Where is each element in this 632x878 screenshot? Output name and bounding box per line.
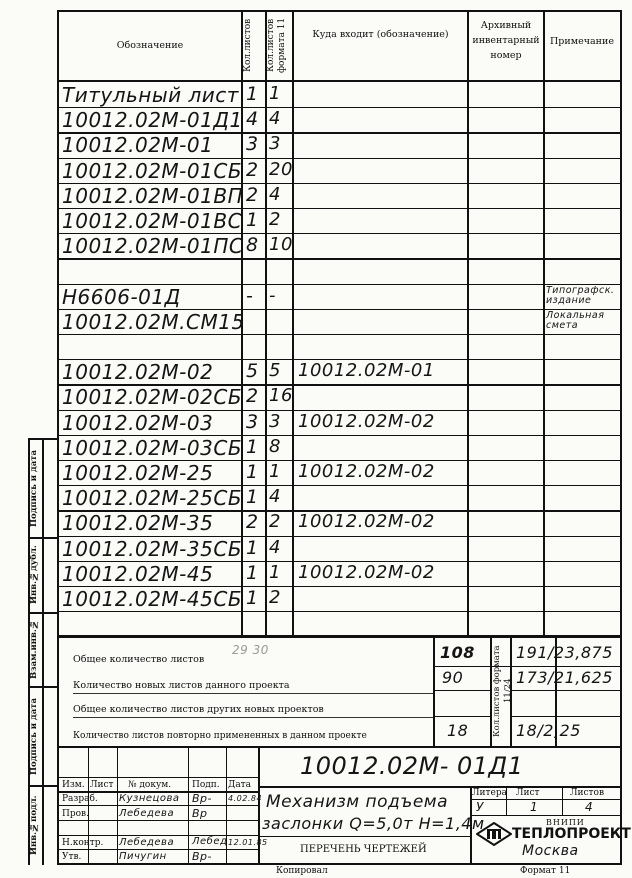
reused-label: Количество листов повторно примененных в данном проекте — [73, 731, 367, 741]
header-divider — [57, 80, 622, 82]
copied-label: Копировал — [276, 866, 328, 876]
row-designation: 10012.02М-03 — [62, 410, 214, 435]
listov-value: 4 — [585, 800, 594, 814]
row-designation: 10012.02М-25СБ — [62, 486, 243, 511]
row-format-count: 4 — [269, 486, 281, 508]
row-format-count: 1 — [269, 83, 281, 104]
row-designation: 10012.02М-35 — [62, 511, 214, 536]
litera-label: Литера — [472, 788, 507, 798]
col-line-4 — [467, 10, 469, 635]
row-sheet-count: 3 — [246, 410, 259, 433]
row-format-count: 4 — [269, 536, 281, 558]
stamp-row-blank — [57, 835, 258, 836]
row-designation: 10012.02М.СМ15 — [62, 309, 245, 334]
col-line-3 — [292, 10, 294, 635]
row-sheet-count: 1 — [246, 209, 259, 231]
totals-row-3 — [433, 716, 490, 717]
nkontr-sign: Лебед — [192, 836, 228, 847]
razrab-label: Разраб. — [62, 794, 98, 804]
row-designation: 10012.02М-01ПС — [62, 234, 244, 259]
row-designation: 10012.02М-35СБ — [62, 536, 243, 561]
header-sheets-format: Кол.листов формата 11 — [266, 17, 287, 73]
row-designation: 10012.02М-03СБ — [62, 435, 243, 460]
row-where-used: 10012.02М-02 — [298, 410, 435, 432]
total-label: Общее количество листов — [73, 654, 205, 665]
row-format-count: 16 — [269, 385, 293, 407]
row-designation: 10012.02М-02СБ — [62, 385, 243, 410]
format-label: Формат 11 — [520, 866, 571, 876]
row-format-count: 1 — [269, 561, 281, 583]
table-row-line — [57, 258, 622, 259]
total-value: 108 — [440, 643, 475, 662]
row-designation: Титульный лист — [62, 83, 239, 107]
row-designation: 10012.02М-01ВП — [62, 183, 244, 208]
header-sheets-count: Кол.листов — [243, 18, 253, 72]
totals-row-3b — [510, 716, 620, 717]
utv-label: Утв. — [62, 852, 82, 862]
total-faint: 29 30 — [232, 643, 269, 657]
row-format-count: 2 — [269, 209, 281, 230]
stamp-row-nk — [57, 849, 258, 850]
row-where-used: 10012.02М-01 — [298, 360, 435, 382]
nkontr-name: Лебедева — [119, 837, 175, 848]
table-row-line — [57, 611, 622, 612]
stamp-litera-col2 — [562, 786, 563, 815]
row-designation: Н6606-01Д — [62, 284, 181, 309]
other-label: Общее количество листов других новых проектов — [73, 704, 324, 715]
row-format-count: 3 — [269, 133, 281, 155]
prov-label: Пров. — [62, 809, 89, 819]
header-where-used-text: Куда входит (обозначение) — [312, 29, 449, 40]
header-archive-text: Архивный инвентарный номер — [472, 20, 540, 61]
stamp-col-list: Лист — [90, 780, 114, 790]
row-note: Локальная смета — [546, 309, 605, 331]
row-designation: 10012.02М-01Д1 — [62, 108, 243, 133]
row-sheet-count: 1 — [246, 486, 259, 509]
nkontr-label: Н.контр. — [62, 838, 104, 848]
teploproekt-logo-icon — [476, 822, 512, 846]
col-line-2 — [265, 10, 267, 635]
row-format-count: 1 — [269, 461, 281, 482]
new-underline — [73, 693, 433, 694]
stamp-type-line — [258, 836, 470, 837]
row-where-used: 10012.02М-02 — [298, 511, 435, 533]
row-designation: 10012.02М-01ВС — [62, 209, 243, 233]
header-note: Примечание — [550, 36, 614, 47]
new-fmt: 173/21,625 — [516, 668, 613, 687]
stamp-title-line2: заслонки Q=5,0т H=1,4м — [262, 814, 485, 833]
total-fmt: 191/23,875 — [516, 643, 613, 662]
row-sheet-count: 1 — [246, 83, 259, 105]
row-format-count: 20 — [269, 158, 293, 180]
row-format-count: 10 — [269, 234, 293, 256]
row-sheet-count: 2 — [246, 385, 259, 408]
row-sheet-count: 2 — [246, 158, 259, 181]
stamp-col-doc: № докум. — [128, 780, 172, 790]
stamp-row-razrab — [57, 805, 258, 806]
prov-name: Лебедева — [119, 808, 175, 819]
reused-value: 18 — [447, 721, 469, 740]
row-format-count: 8 — [269, 435, 281, 457]
row-where-used: 10012.02М-02 — [298, 561, 435, 583]
row-format-count: 2 — [269, 587, 281, 608]
row-sheet-count: 2 — [246, 511, 259, 534]
row-designation: 10012.02М-25 — [62, 461, 214, 485]
margin-inv-sub-date: Подпись и дата — [29, 449, 39, 527]
totals-fmt-header: Кол.листов формата 11/24 — [492, 645, 513, 737]
row-sheet-count: - — [246, 284, 254, 307]
stamp-row-prov — [57, 820, 258, 821]
row-sheet-count: 2 — [246, 183, 259, 206]
col-line-5 — [543, 10, 545, 635]
row-sheet-count: 8 — [246, 234, 259, 257]
stamp-col-sign: Подп. — [192, 780, 220, 790]
margin-vzam: Взам.инв.№ — [29, 619, 39, 680]
margin-inv-dup: Инв.№дубл. — [29, 545, 39, 605]
frame-right — [620, 10, 622, 865]
row-sheet-count: 1 — [246, 435, 259, 458]
stamp-doc-type: ПЕРЕЧЕНЬ ЧЕРТЕЖЕЙ — [300, 844, 427, 855]
row-sheet-count: 4 — [246, 108, 259, 131]
margin-inner — [42, 438, 44, 865]
row-format-count: 3 — [269, 410, 281, 432]
header-where-used — [294, 22, 467, 48]
stamp-litera-row2 — [470, 815, 622, 816]
row-designation: 10012.02М-02 — [62, 360, 214, 385]
frame-top — [57, 10, 622, 12]
row-where-used: 10012.02М-02 — [298, 461, 435, 482]
totals-top — [57, 635, 622, 637]
table-row-line — [57, 334, 622, 335]
new-label: Количество новых листов данного проекта — [73, 680, 290, 691]
stamp-col-date: Дата — [228, 780, 252, 790]
razrab-name: Кузнецова — [119, 793, 180, 804]
razrab-sign: Вр- — [192, 792, 212, 805]
stamp-litera-row — [470, 799, 622, 800]
listov-label: Листов — [570, 788, 605, 798]
row-designation: 10012.02М-45 — [62, 561, 214, 586]
row-sheet-count: 1 — [246, 561, 259, 584]
frame-bottom — [57, 863, 622, 865]
stamp-doc-code: 10012.02М- 01Д1 — [300, 752, 524, 780]
row-designation: 10012.02М-01 — [62, 133, 214, 158]
totals-row-2b — [510, 690, 620, 691]
row-sheet-count: 5 — [246, 360, 259, 383]
stamp-code-bottom — [258, 786, 622, 788]
totals-row-2 — [433, 690, 490, 691]
row-format-count: 4 — [269, 108, 281, 130]
list-label: Лист — [516, 788, 540, 798]
prov-sign: Вр — [192, 807, 208, 820]
reused-fmt: 18/2,25 — [516, 721, 581, 740]
org-name: ТЕПЛОПРОЕКТ — [512, 826, 631, 842]
org-logo — [476, 822, 512, 846]
header-archive — [470, 18, 542, 63]
margin-inv-orig: Инв.№подл. — [29, 795, 39, 855]
margin-sub-date2: Подпись и дата — [29, 697, 39, 775]
row-sheet-count: 1 — [246, 587, 259, 609]
row-format-count: 2 — [269, 511, 281, 533]
row-format-count: 4 — [269, 183, 281, 205]
org-small: ВНИПИ — [546, 818, 585, 827]
list-value: 1 — [530, 800, 539, 814]
header-designation: Обозначение — [116, 40, 184, 51]
stamp-row-izm — [57, 777, 258, 778]
org-city: Москва — [522, 843, 579, 859]
row-note: Типографск. издание — [546, 284, 615, 306]
row-designation: 10012.02М-45СБ — [62, 587, 243, 611]
totals-row-1 — [433, 666, 620, 667]
stamp-col-izm: Изм. — [62, 780, 85, 790]
row-designation: 10012.02М-01СБ — [62, 158, 243, 183]
stamp-title-line1: Механизм подъема — [266, 792, 449, 812]
razrab-date: 4.02.84 — [228, 794, 263, 803]
row-sheet-count: 3 — [246, 133, 259, 156]
row-format-count: - — [269, 284, 276, 306]
nkontr-date: 12.01.85 — [228, 838, 268, 847]
row-sheet-count: 1 — [246, 461, 259, 483]
stamp-top — [57, 746, 622, 748]
utv-name: Пичугин — [119, 851, 167, 862]
utv-sign: Вр- — [192, 850, 212, 863]
row-format-count: 5 — [269, 360, 281, 382]
new-value: 90 — [442, 668, 464, 687]
row-sheet-count: 1 — [246, 536, 259, 559]
litera-value: У — [476, 800, 484, 814]
other-underline — [73, 717, 433, 718]
